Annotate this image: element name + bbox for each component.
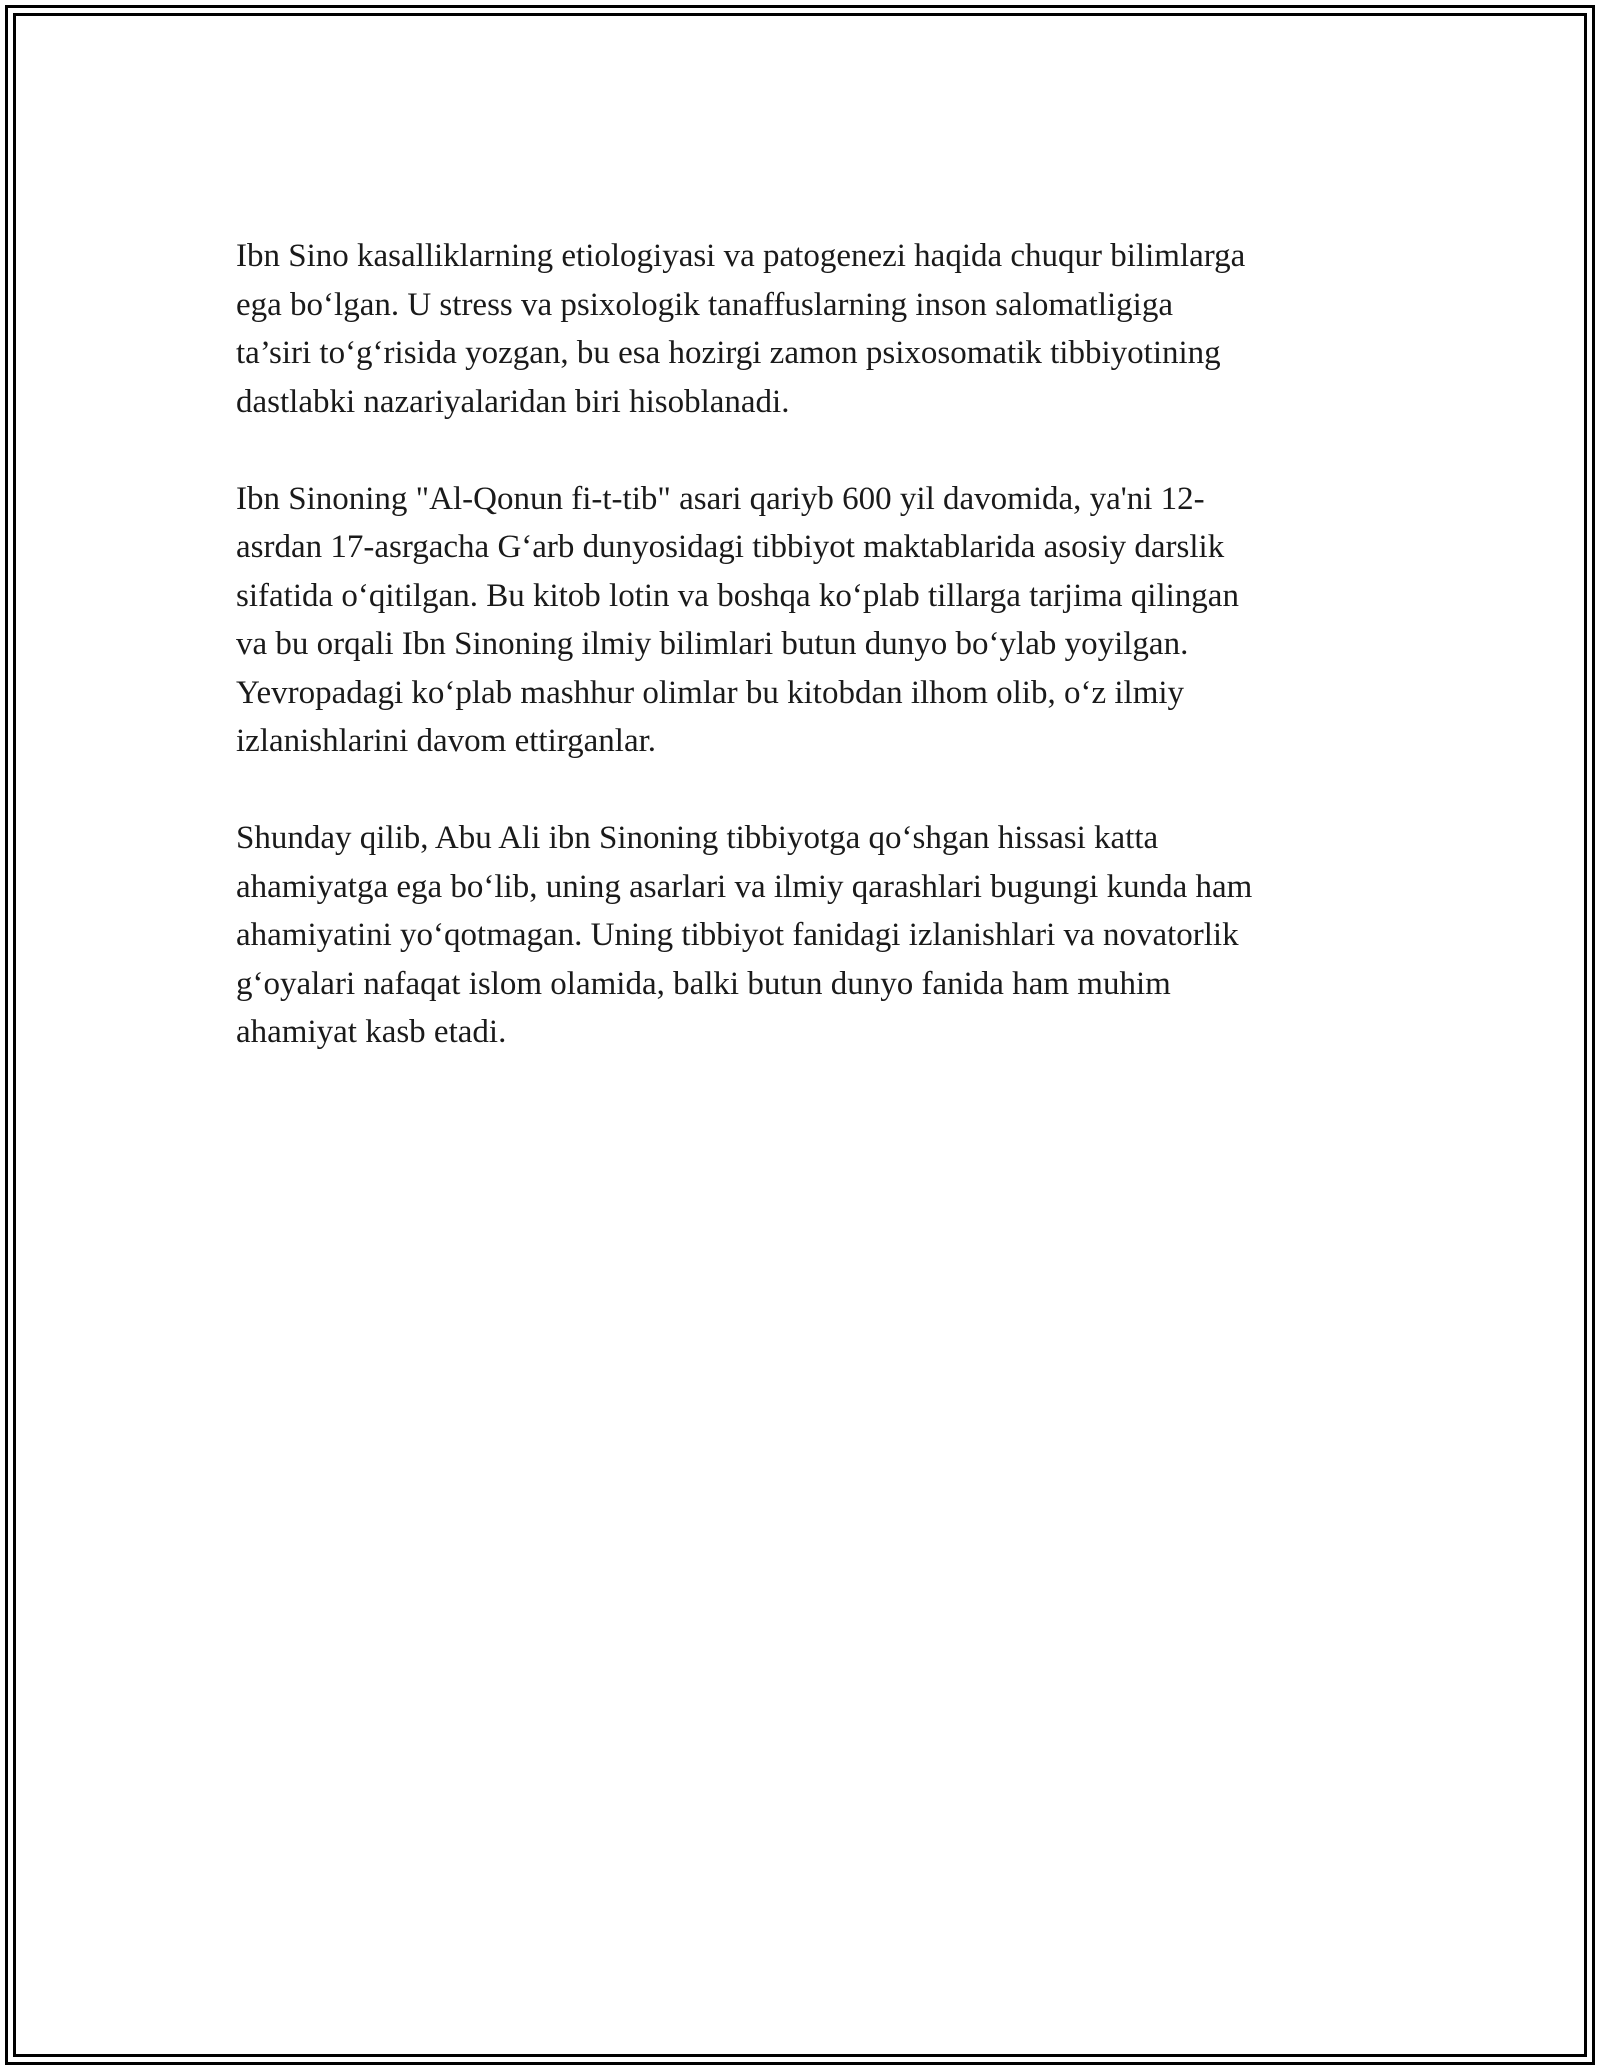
text-line: ahamiyat kasb etadi. [236,1014,507,1050]
text-line: Yevropadagi ko‘plab mashhur olimlar bu kitobdan ilhom olib, o‘z ilmiy [236,674,1185,711]
text-line: izlanishlarini davom ettirganlar. [236,723,657,759]
paragraph-2 [236,475,1376,766]
text-line: g‘oyalari nafaqat islom olamida, balki butun dunyo fanida ham muhim [236,965,1171,1002]
text-line: ahamiyatga ega bo‘lib, uning asarlari va ilmiy qarashlari bugungi kunda ham [236,868,1253,905]
text-line: Ibn Sinoning "Al-Qonun fi-t-tib" asari qariyb 600 yil davomida, ya'ni 12- [236,480,1205,517]
text-line: ahamiyatini yo‘qotmagan. Uning tibbiyot fanidagi izlanishlari va novatorlik [236,917,1239,953]
text-line: Ibn Sino kasalliklarning etiologiyasi va patogenezi haqida chuqur bilimlarga [236,238,1246,274]
paragraph-1 [236,232,1376,426]
text-line: Shunday qilib, Abu Ali ibn Sinoning tibbiyotga qo‘shgan hissasi katta [236,820,1159,856]
paragraph-3 [236,814,1376,1057]
document-body [236,232,1376,1105]
text-line: va bu orqali Ibn Sinoning ilmiy bilimlari butun dunyo bo‘ylab yoyilgan. [236,626,1189,662]
text-line: ta’siri to‘g‘risida yozgan, bu esa hozirgi zamon psixosomatik tibbiyotining [236,335,1221,371]
text-line: sifatida o‘qitilgan. Bu kitob lotin va boshqa ko‘plab tillarga tarjima qilingan [236,577,1239,614]
text-line: asrdan 17-asrgacha G‘arb dunyosidagi tibbiyot maktablarida asosiy darslik [236,529,1225,565]
text-line: dastlabki nazariyalaridan biri hisoblanadi. [236,383,790,420]
text-line: ega bo‘lgan. U stress va psixologik tanaffuslarning inson salomatligiga [236,286,1173,323]
